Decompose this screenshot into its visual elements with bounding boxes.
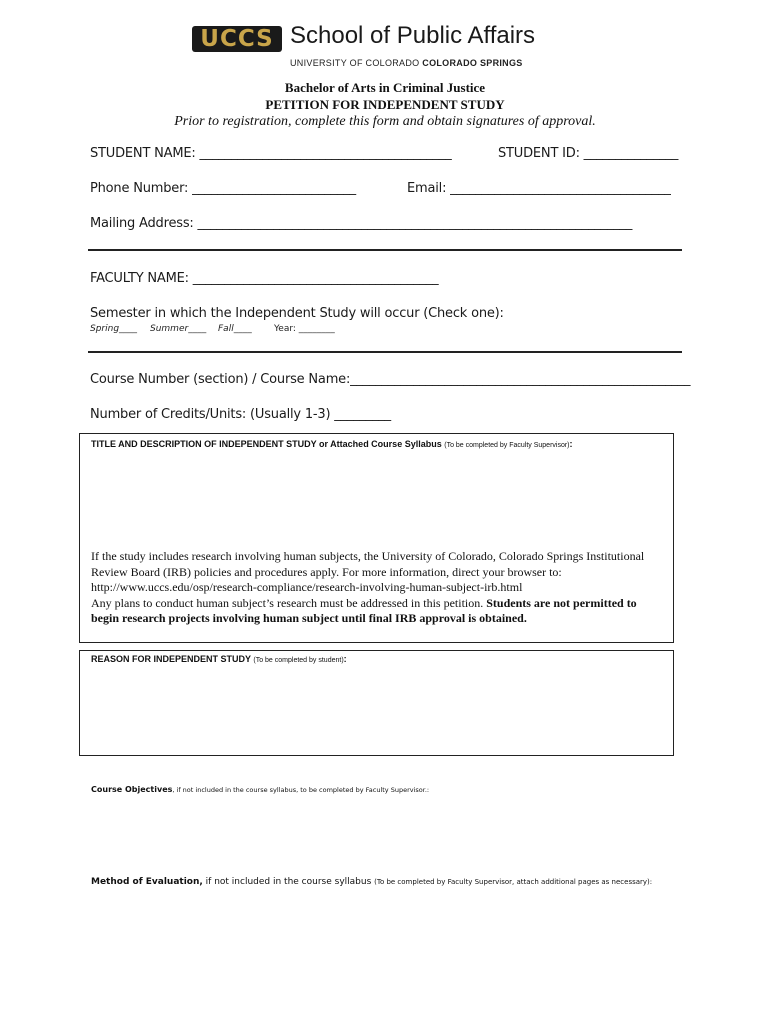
irb-notice <box>91 549 681 627</box>
irb-bold-2: begin research projects involving human subject until final IRB approval is obtained. <box>91 611 527 625</box>
phone-number-field[interactable]: Phone Number: __________________________ <box>90 181 356 196</box>
fall-checkbox[interactable]: Fall____ <box>218 324 252 334</box>
form-title: PETITION FOR INDEPENDENT STUDY <box>265 97 505 112</box>
irb-line-4 <box>91 596 681 612</box>
email-field[interactable]: Email: ___________________________________ <box>407 181 671 196</box>
reason-box[interactable] <box>79 650 674 756</box>
section-divider <box>88 351 682 353</box>
reason-heading <box>91 654 347 664</box>
course-objectives-label[interactable] <box>91 785 429 794</box>
course-objectives-note: , if not included in the course syllabus, to be completed by Faculty Supervisor.: <box>172 786 430 794</box>
university-prefix: UNIVERSITY OF COLORADO <box>290 58 420 68</box>
irb-line-2: Review Board (IRB) policies and procedures apply. For more information, direct your browser to: <box>91 564 562 579</box>
mailing-address-field[interactable]: Mailing Address: _____________________________________________________________________ <box>90 216 633 231</box>
course-objectives-label-text: Course Objectives <box>91 785 173 794</box>
title-description-heading-text: TITLE AND DESCRIPTION OF INDEPENDENT STUDY or Attached Course Syllabus <box>91 439 442 449</box>
uccs-logo-mark: UCCS <box>192 26 282 52</box>
year-field[interactable]: Year: ________ <box>274 324 335 334</box>
program-title: Bachelor of Arts in Criminal Justice <box>284 80 486 95</box>
reason-heading-note: (To be completed by student) <box>253 657 344 664</box>
spring-checkbox[interactable]: Spring____ <box>90 324 138 334</box>
course-field[interactable]: Course Number (section) / Course Name:______________________________________________________ <box>90 372 691 387</box>
heading-colon: : <box>569 439 573 449</box>
method-of-evaluation-mid: if not included in the course syllabus <box>202 877 375 887</box>
university-bold: COLORADO SPRINGS <box>422 58 523 68</box>
school-name: School of Public Affairs <box>290 22 536 49</box>
irb-line-1: If the study includes research involving human subjects, the University of Colorado, Colorado Springs Institutional <box>91 549 645 563</box>
form-instructions: Prior to registration, complete this form and obtain signatures of approval. <box>174 114 596 129</box>
heading-colon: : <box>343 654 347 664</box>
title-description-heading <box>91 439 573 449</box>
method-of-evaluation-note: (To be completed by Faculty Supervisor, attach additional pages as necessary): <box>374 878 653 886</box>
section-divider <box>88 249 682 251</box>
student-id-field[interactable]: STUDENT ID: _______________ <box>498 146 679 161</box>
faculty-name-field[interactable]: FACULTY NAME: _______________________________________ <box>90 271 439 286</box>
semester-label: Semester in which the Independent Study will occur (Check one): <box>90 306 504 321</box>
irb-line-4-text: Any plans to conduct human subject’s research must be addressed in this petition. <box>91 595 484 610</box>
summer-checkbox[interactable]: Summer____ <box>150 324 207 334</box>
method-of-evaluation-label[interactable] <box>91 877 652 887</box>
irb-bold-1: Students are not permitted to <box>486 595 637 610</box>
student-name-field[interactable]: STUDENT NAME: ________________________________________ <box>90 146 452 161</box>
university-name <box>290 58 523 68</box>
method-of-evaluation-label-text: Method of Evaluation, <box>91 877 203 887</box>
reason-heading-text: REASON FOR INDEPENDENT STUDY <box>91 654 251 664</box>
title-description-heading-note: (To be completed by Faculty Supervisor) <box>444 442 570 449</box>
irb-url: http://www.uccs.edu/osp/research-compliance/research-involving-human-subject-irb.html <box>91 580 523 594</box>
credits-field[interactable]: Number of Credits/Units: (Usually 1-3) _________ <box>90 407 391 422</box>
